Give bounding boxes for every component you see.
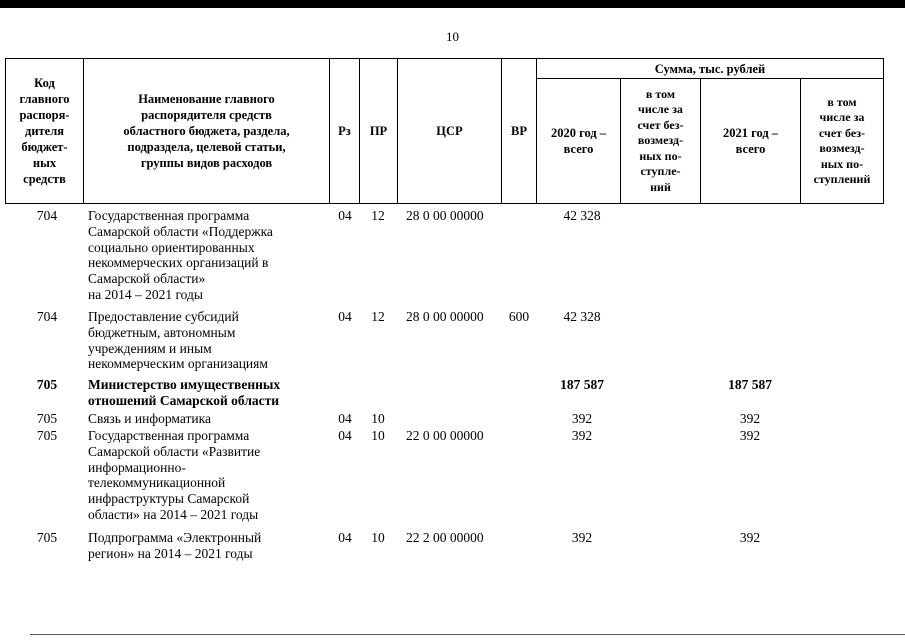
header-pr: ПР <box>369 123 388 138</box>
row-code: 705 <box>36 377 58 392</box>
page-number: 10 <box>446 29 459 44</box>
row-sum-2020: 42 328 <box>563 309 601 324</box>
row-pr: 10 <box>371 411 385 426</box>
row-code: 704 <box>36 208 58 223</box>
scan-top-border <box>0 0 905 8</box>
row-sum-2021: 187 587 <box>728 377 772 392</box>
row-rz: 04 <box>338 530 352 545</box>
row-code: 704 <box>36 309 58 324</box>
row-name: Связь и информатика <box>88 411 211 426</box>
row-pr: 10 <box>371 428 385 443</box>
row-rz: 04 <box>338 411 352 426</box>
row-sum-2021: 392 <box>739 428 761 443</box>
row-vr: 600 <box>508 309 530 324</box>
row-sum-2021: 392 <box>739 411 761 426</box>
scan-bottom-border <box>30 634 905 635</box>
header-2020-grants: в том числе за счет без- возмезд- ных по- ступле- ний <box>637 86 684 194</box>
row-name: Министерство имущественных отношений Самарской области <box>88 377 281 408</box>
header-code: Код главного распоря- дителя бюджет- ных средств <box>19 75 70 186</box>
row-csr: 28 0 00 00000 <box>406 309 484 324</box>
header-rz: Рз <box>338 123 351 138</box>
row-name: Государственная программа Самарской области «Развитие информационно- телекоммуникационной инфраструктуры Самарской области» на 2014 – 2021 годы <box>88 428 261 522</box>
row-sum-2020: 392 <box>571 530 593 545</box>
row-code: 705 <box>36 411 58 426</box>
row-name: Подпрограмма «Электронный регион» на 2014 – 2021 годы <box>88 530 262 561</box>
row-rz: 04 <box>338 428 352 443</box>
header-2020-total: 2020 год – всего <box>550 126 607 156</box>
row-pr: 10 <box>371 530 385 545</box>
row-rz: 04 <box>338 208 352 223</box>
header-2021-grants: в том числе за счет без- возмезд- ных по- ступлений <box>813 94 871 186</box>
header-name: Наименование главного распорядителя средств областного бюджета, раздела, подраздела, целевой статьи, группы видов расходов <box>123 91 290 170</box>
header-2021-total: 2021 год – всего <box>722 126 779 156</box>
row-sum-2020: 42 328 <box>563 208 601 223</box>
row-rz: 04 <box>338 309 352 324</box>
row-sum-2020: 392 <box>571 411 593 426</box>
header-csr: ЦСР <box>436 123 463 138</box>
row-name: Государственная программа Самарской области «Поддержка социально ориентированных некоммерческих организаций в Самарской области» на 2014 – 2021 годы <box>88 208 273 302</box>
row-sum-2021: 392 <box>739 530 761 545</box>
row-code: 705 <box>36 530 58 545</box>
row-pr: 12 <box>371 309 385 324</box>
row-code: 705 <box>36 428 58 443</box>
row-pr: 12 <box>371 208 385 223</box>
row-name: Предоставление субсидий бюджетным, автономным учреждениям и иным некоммерческим организациям <box>88 309 268 372</box>
header-vr: ВР <box>511 123 527 138</box>
row-csr: 22 0 00 00000 <box>406 428 484 443</box>
row-csr: 28 0 00 00000 <box>406 208 484 223</box>
row-csr: 22 2 00 00000 <box>406 530 484 545</box>
header-sum: Сумма, тыс. рублей <box>654 61 766 76</box>
row-sum-2020: 392 <box>571 428 593 443</box>
row-sum-2020: 187 587 <box>560 377 604 392</box>
